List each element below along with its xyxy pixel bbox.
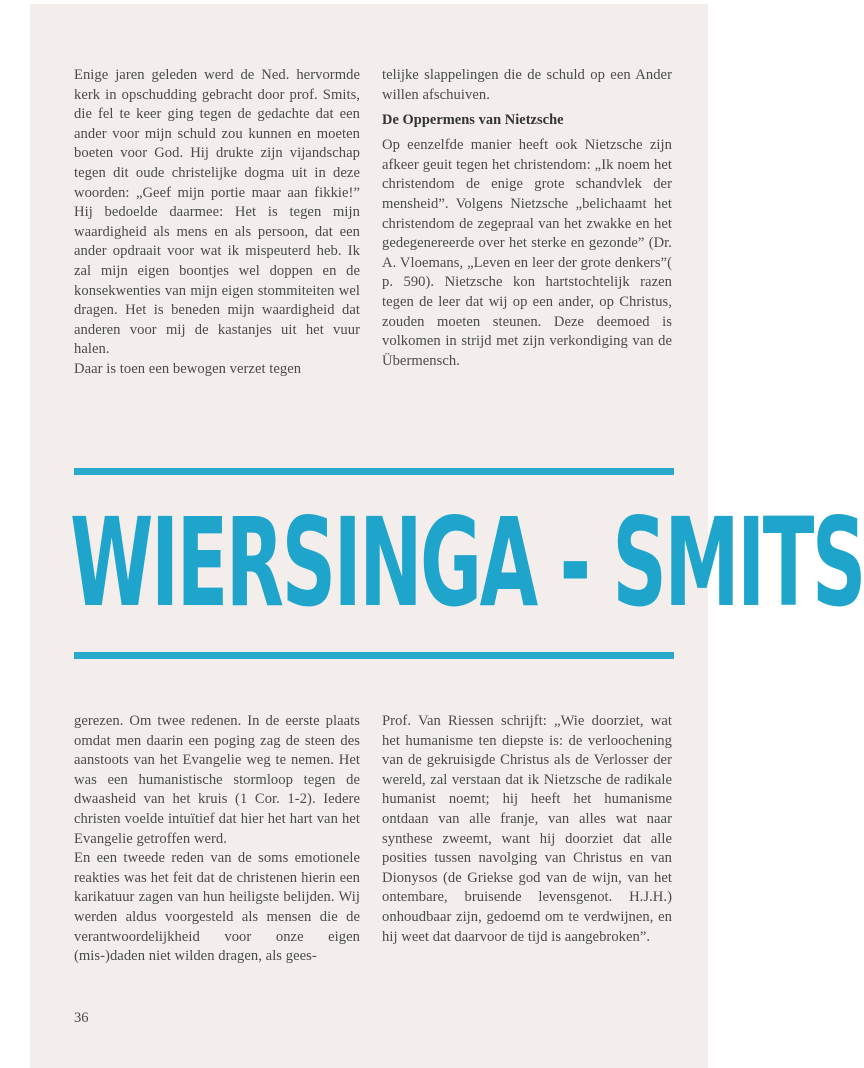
article-column-4	[382, 712, 672, 947]
paragraph: Daar is toen een bewogen verzet tegen	[74, 360, 302, 377]
headline-bottom-rule	[74, 652, 674, 659]
article-column-1	[74, 66, 360, 380]
paragraph: telijke slappelingen die de schuld op een Ander willen afschuiven.	[382, 67, 672, 103]
section-heading: De Oppermens van Nietzsche	[382, 112, 564, 129]
paragraph: Enige jaren geleden werd de Ned. hervormde kerk in opschudding gebracht door prof. Smits, die fel te keer ging tegen de gedachte dat een ander voor mijn schuld zou kunnen en moeten boeten voor God. Hij drukte zijn vijandschap tegen dit oude christelijke dogma uit in deze woorden: „Geef mijn portie maar aan fikkie!” Hij bedoelde daarmee: Het is tegen mijn waardigheid als mens en als persoon, dat een ander opdraait voor wat ik mispeuterd heb. Ik zal mijn eigen boontjes wel doppen en de konsekwenties van mijn eigen stommiteiten wel dragen. Het is beneden mijn waardigheid dat anderen voor mij de kastanjes uit het vuur halen.	[74, 67, 360, 358]
magazine-page	[30, 4, 864, 1068]
headline-top-rule	[74, 468, 674, 475]
page-number: 36	[74, 1010, 89, 1026]
paragraph: En een tweede reden van de soms emotionele reakties was het feit dat de christenen hierin een karikatuur zagen van hun heiligste belijden. Wij werden aldus voorgesteld als mensen die de verantwoordelijkheid voor onze eigen (mis-)daden niet wilden dragen, als gees-	[74, 850, 360, 965]
article-column-2	[382, 66, 672, 371]
article-column-3	[74, 712, 360, 967]
paragraph: Op eenzelfde manier heeft ook Nietzsche zijn afkeer geuit tegen het christendom: „Ik noem het christendom de enige grote schandvlek der mensheid”. Volgens Nietzsche „belichaamt het christendom de zegepraal van het zwakke en het gedegenereerde over het sterke en gezonde” (Dr. A. Vloemans, „Leven en leer der grote denkers”( p. 590). Nietzsche kon hartstochtelijk razen tegen de leer dat wij op een ander, op Christus, zouden moeten steunen. Deze deemoed is volkomen in strijd met zijn verkondiging van de Übermensch.	[382, 137, 672, 369]
headline: WIERSINGA - SMITS	[70, 492, 864, 634]
paragraph: Prof. Van Riessen schrijft: „Wie doorziet, wat het humanisme ten diepste is: de verloochening van de gekruisigde Christus als de Verlosser der wereld, zal verstaan dat ik Nietzsche de radikale humanist noemt; hij heeft het humanisme ontdaan van alle franje, van alles wat naar synthese zweemt, want hij doorziet dat alle posities tussen navolging van Christus en van Dionysos (de Griekse god van de wijn, van het ontembare, bruisende levensgenot. H.J.H.) onhoudbaar zijn, gedoemd om te verdwijnen, en hij weet dat daarvoor de tijd is aangebroken”.	[382, 713, 672, 945]
paragraph: gerezen. Om twee redenen. In de eerste plaats omdat men daarin een poging zag de steen des aanstoots van het Evangelie weg te nemen. Het was een humanistische stormloop tegen de dwaasheid van het kruis (1 Cor. 1-2). Iedere christen voelde intuïtief dat hier het hart van het Evangelie getroffen werd.	[74, 713, 360, 847]
